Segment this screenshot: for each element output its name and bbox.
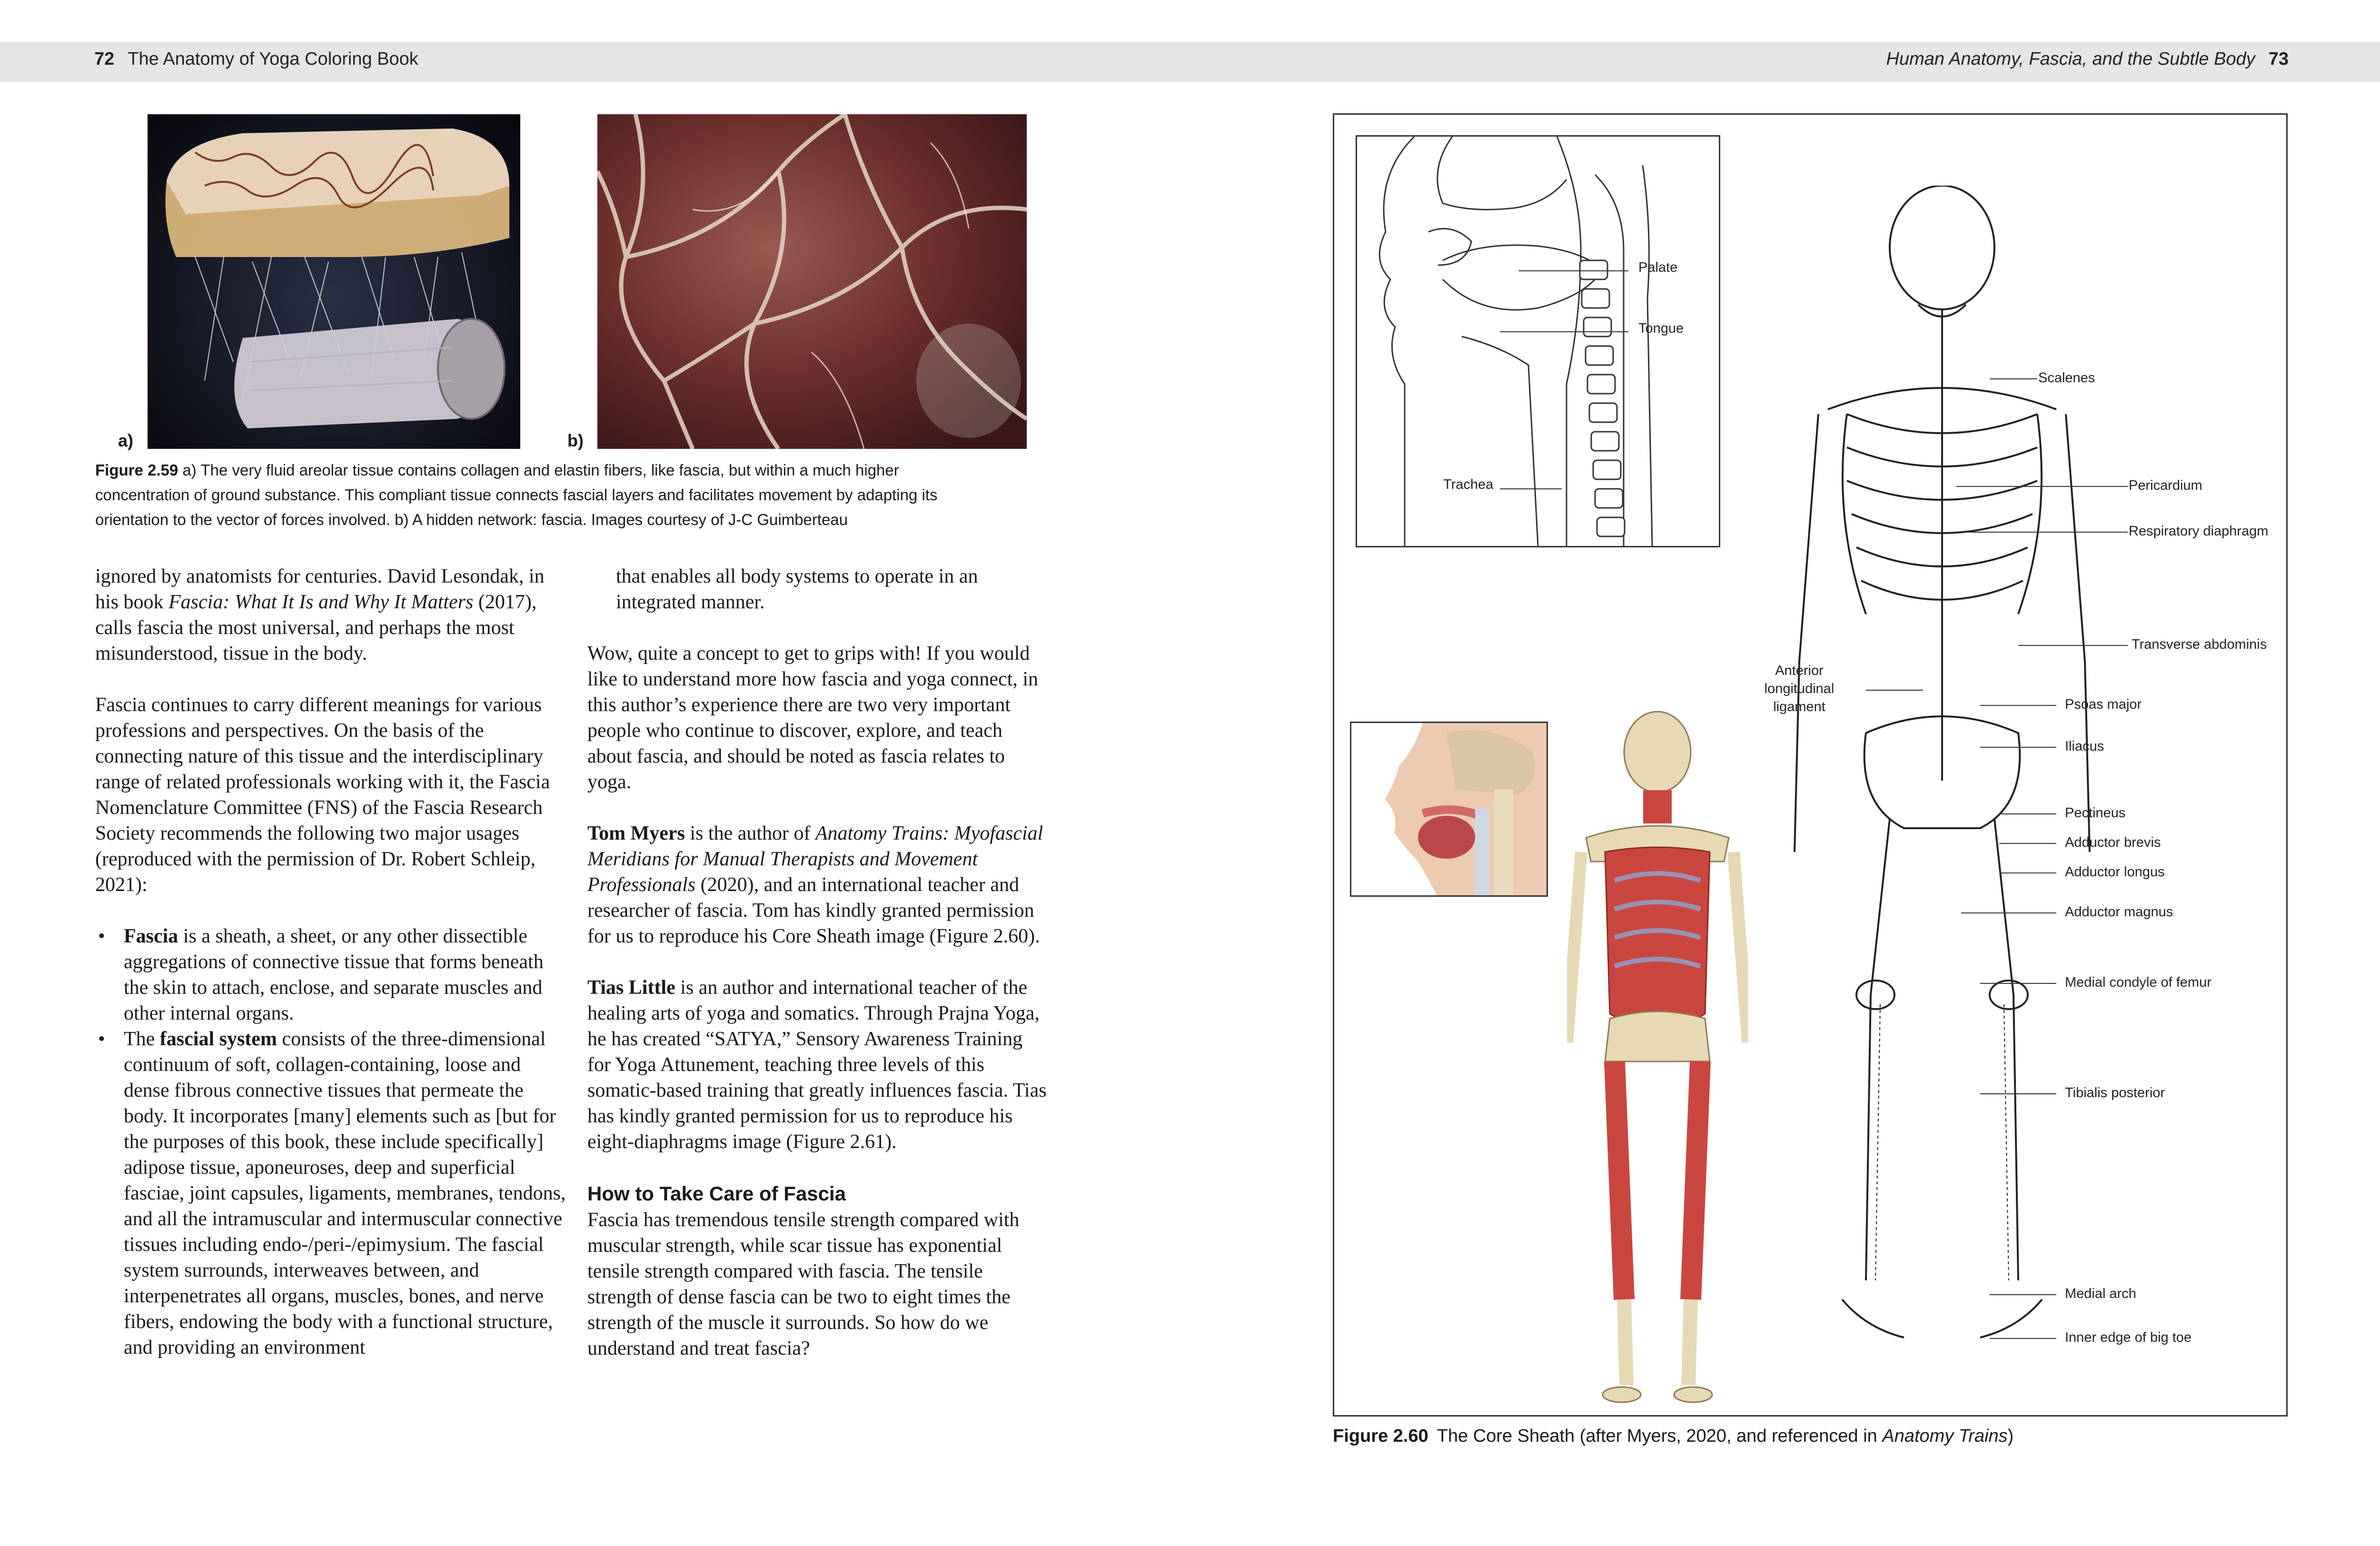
paragraph-continuation: that enables all body systems to operate in an integrated manner. <box>616 565 978 613</box>
list-item <box>95 923 566 1026</box>
label-inner-edge-big-toe: Inner edge of big toe <box>2065 1330 2192 1345</box>
label-line: Anterior <box>1775 663 1824 678</box>
paragraph-concept: Wow, quite a concept to get to grips with! If you would like to understand more how fascia and yoga connect, in this author’s experience there are two very important people who continue to discover, explore, and teach about fascia, and should be noted as fascia relates to yoga. <box>587 643 1039 793</box>
text-span: ignored by anatomists for centuries. David Lesondak, in his book <box>95 565 545 613</box>
label-adductor-brevis: Adductor brevis <box>2065 835 2161 850</box>
term-fascial-system: fascial system <box>159 1028 277 1050</box>
panel-a-label: a) <box>118 431 134 450</box>
label-transverse-abdominis: Transverse abdominis <box>2132 637 2267 652</box>
label-medial-condyle-femur: Medial condyle of femur <box>2065 975 2211 990</box>
label-adductor-magnus: Adductor magnus <box>2065 904 2173 920</box>
paragraph-tensile-strength: Fascia has tremendous tensile strength compared with muscular strength, while scar tissue has exponential tensile strength compared with fascia. The tensile strength of dense fascia can be two to eight times the strength of the muscle it surrounds. So how do we understand and treat fascia? <box>587 1209 1020 1359</box>
caption-line-1-text: a) The very fluid areolar tissue contains collagen and elastin fibers, like fascia, but within a much higher <box>178 461 899 479</box>
text-span: is a sheath, a sheet, or any other dissectible aggregations of connective tissue that forms beneath the skin to attach, enclose, and separate muscles and other internal organs. <box>124 925 544 1024</box>
label-pectineus: Pectineus <box>2065 805 2126 821</box>
text-span: (2020), and an international teacher and researcher of fascia. Tom has kindly granted permission for us to reproduce his Core Sheath image (Figure 2.60). <box>587 874 1040 947</box>
label-tongue: Tongue <box>1638 321 1684 336</box>
section-heading: How to Take Care of Fascia <box>587 1182 846 1205</box>
text-span: The Core Sheath (after Myers, 2020, and referenced in <box>1437 1426 1883 1446</box>
label-psoas-major: Psoas major <box>2065 697 2142 712</box>
figure-2-60-caption <box>1333 1426 2013 1447</box>
text-span: The <box>124 1028 160 1050</box>
text-span: consists of the three-dimensional continuum of soft, collagen-containing, loose and dense fibrous connective tissues that permeate the body. It incorporates [many] elements such as [but for the purposes of this book, these include specifically] adipose tissue, aponeuroses, deep and superficial fasciae, joint capsules, ligaments, membranes, tendons, and all the intramuscular and intermuscular connective tissues including endo-/peri-/epimysium. The fascial system surrounds, interweaves between, and interpenetrates all organs, muscles, bones, and nerve fibers, endowing the body with a functional structure, and providing an environment <box>124 1028 566 1358</box>
left-page-number: 72 <box>94 49 115 69</box>
text-span: is an author and international teacher of the healing arts of yoga and somatics. Through Prajna Yoga, he has created “SATYA,” Sensory Awareness Training for Yoga Attunement, teaching three levels of this somatic-based training that greatly influences fascia. Tias has kindly granted permission for us to reproduce his eight-diaphragms image (Figure 2.61). <box>587 977 1047 1153</box>
paragraph-tom-myers <box>587 821 1049 949</box>
left-running-header <box>94 49 418 69</box>
definition-list <box>95 923 566 1360</box>
figure-2-59-caption <box>95 458 1047 532</box>
label-leader-lines <box>1714 362 2142 1361</box>
label-medial-arch: Medial arch <box>2065 1286 2136 1301</box>
label-pericardium: Pericardium <box>2129 478 2202 493</box>
label-scalenes: Scalenes <box>2038 370 2095 386</box>
label-line: ligament <box>1773 699 1825 714</box>
book-title-anatomy-trains: Anatomy Trains: Myofascial Meridians for Manual Therapists and Movement Professionals <box>587 823 1043 896</box>
name-tias-little: Tias Little <box>587 977 675 999</box>
list-item <box>95 1026 566 1360</box>
head-sagittal-inset <box>1356 135 1720 547</box>
caption-figure-number: Figure 2.60 <box>1333 1426 1428 1446</box>
label-palate: Palate <box>1638 260 1678 275</box>
caption-line-3: orientation to the vector of forces involved. b) A hidden network: fascia. Images courtesy of J-C Guimberteau <box>95 511 848 528</box>
panel-b-label: b) <box>567 431 584 450</box>
paragraph-meanings: Fascia continues to carry different meanings for various professions and perspectives. On the basis of the connecting nature of this tissue and the interdisciplinary range of related professionals working with it, the Fascia Nomenclature Committee (FNS) of the Fascia Research Society recommends the following two major usages (reproduced with the permission of Dr. Robert Schleip, 2021): <box>95 694 550 896</box>
label-tibialis-posterior: Tibialis posterior <box>2065 1085 2165 1100</box>
name-tom-myers: Tom Myers <box>587 823 685 844</box>
paragraph-lesondak <box>95 564 566 666</box>
right-chapter-title: Human Anatomy, Fascia, and the Subtle Body <box>1886 49 2255 69</box>
bullet: • <box>98 1028 105 1050</box>
caption-figure-number: Figure 2.59 <box>95 461 178 479</box>
text-span: (2017), calls fascia the most universal, and perhaps the most misunderstood, tissue in the body. <box>95 591 537 664</box>
text-span: ) <box>2007 1426 2014 1446</box>
areolar-tissue-illustration <box>148 114 520 449</box>
caption-line-2: concentration of ground substance. This compliant tissue connects fascial layers and facilitates movement by adapting its <box>95 486 938 504</box>
body-column-1 <box>95 564 566 1360</box>
paragraph-tias-little <box>587 975 1049 1155</box>
fascia-network-photo <box>597 114 1027 449</box>
label-line: longitudinal <box>1764 681 1835 696</box>
label-respiratory-diaphragm: Respiratory diaphragm <box>2129 524 2269 539</box>
text-span: is the author of <box>684 823 816 844</box>
book-title-fascia: Fascia: What It Is and Why It Matters <box>169 591 474 613</box>
body-column-2 <box>587 564 1049 1361</box>
label-adductor-longus: Adductor longus <box>2065 864 2165 880</box>
bullet: • <box>98 925 105 947</box>
right-running-header <box>1886 49 2289 69</box>
term-fascia: Fascia <box>124 925 178 947</box>
caption-book-title: Anatomy Trains <box>1882 1426 2008 1446</box>
colored-head-inset <box>1350 722 1548 897</box>
caption-line-1 <box>95 458 1047 483</box>
label-iliacus: Iliacus <box>2065 739 2104 754</box>
label-trachea: Trachea <box>1443 477 1494 492</box>
left-book-title: The Anatomy of Yoga Coloring Book <box>128 49 418 69</box>
label-anterior-longitudinal-ligament <box>1761 662 1837 716</box>
right-page-number: 73 <box>2268 49 2289 69</box>
